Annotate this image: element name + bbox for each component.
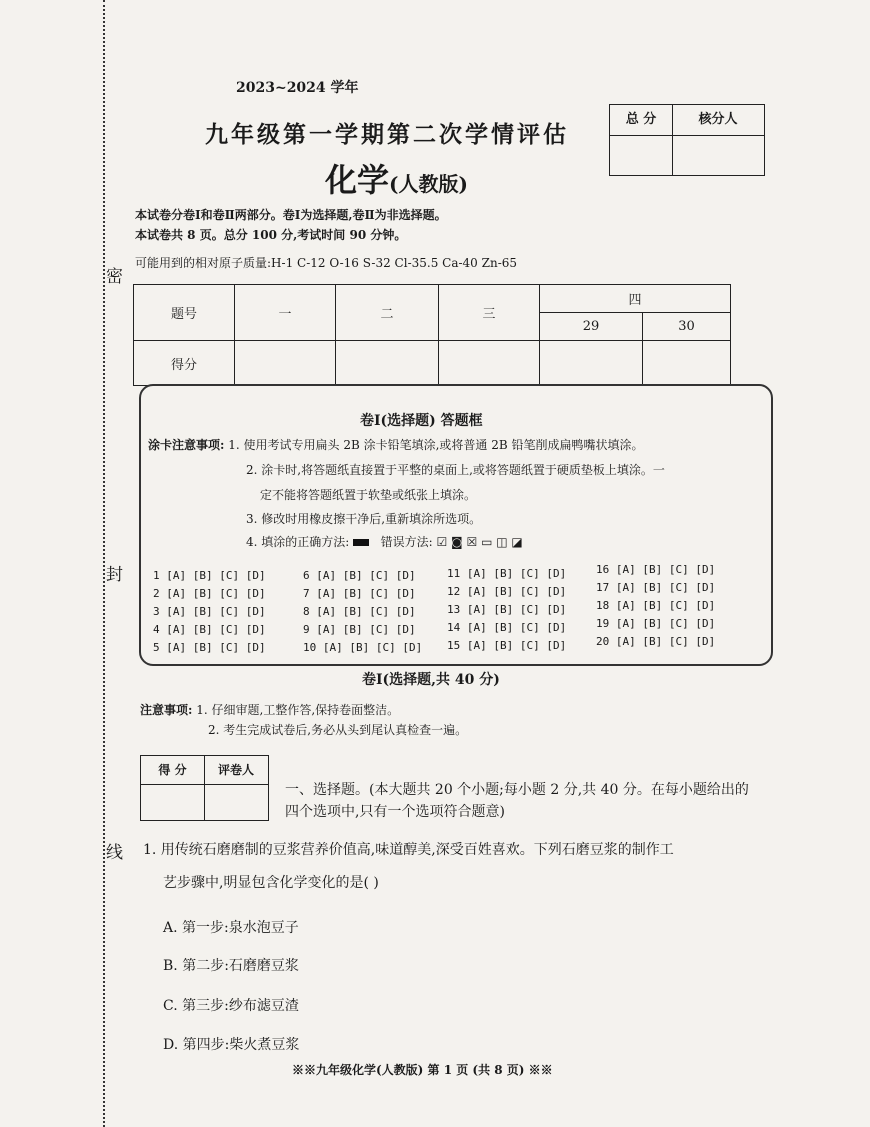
answer-row[interactable]: 15 [A] [B] [C] [D] (447, 639, 567, 652)
fill-notice-2a: 2. 涂卡时,将答题纸直接置于平整的桌面上,或将答题纸置于硬质垫板上填涂。一 (246, 463, 665, 477)
binding-dotted-line (103, 0, 105, 1127)
answer-row[interactable]: 4 [A] [B] [C] [D] (153, 623, 266, 636)
answer-row[interactable]: 8 [A] [B] [C] [D] (303, 605, 416, 618)
answer-col-4 (596, 561, 715, 651)
mini-score-label: 得 分 (141, 756, 204, 785)
fill-notice-text-1: 1. 使用考试专用扁头 2B 涂卡铅笔填涂,或将普通 2B 铅笔削成扁鸭嘴状填涂。 (228, 438, 644, 452)
filled-box-icon (353, 539, 369, 546)
answer-col-3 (447, 565, 566, 655)
total-score-box (609, 104, 765, 176)
answer-row[interactable]: 12 [A] [B] [C] [D] (447, 585, 567, 598)
subject-name: 化学 (325, 161, 390, 199)
part-one-instructions: 一、选择题。(本大题共 20 个小题;每小题 2 分,共 40 分。在每小题给出的四个选项中,只有一个选项符合题意) (285, 782, 749, 820)
total-score-label: 总 分 (610, 105, 672, 136)
answer-row[interactable]: 18 [A] [B] [C] [D] (596, 599, 716, 612)
section-title: 卷Ⅰ(选择题,共 40 分) (362, 672, 500, 688)
question-number-header: 题号 (134, 285, 235, 341)
answer-row[interactable]: 1 [A] [B] [C] [D] (153, 569, 266, 582)
fill-notice-4 (246, 533, 523, 550)
mini-grader-label: 评卷人 (204, 756, 268, 785)
score-table (133, 284, 731, 386)
wrong-marks-icons: ☑ ◙ ☒ ▭ ◫ ◪ (436, 535, 523, 549)
checker-label: 核分人 (672, 105, 764, 136)
answer-row[interactable]: 14 [A] [B] [C] [D] (447, 621, 567, 634)
mini-score-box (140, 755, 269, 821)
score-cell[interactable] (540, 341, 643, 386)
atomic-masses: 可能用到的相对原子质量:H-1 C-12 O-16 S-32 Cl-35.5 Ca-40 Zn-65 (135, 256, 518, 270)
correct-method-label: 4. 填涂的正确方法: (246, 535, 350, 549)
score-row-header: 得分 (134, 341, 235, 386)
fill-notice-label: 涂卡注意事项: (148, 438, 225, 452)
page-footer: ※※九年级化学(人教版) 第 1 页 (共 8 页) ※※ (292, 1063, 553, 1077)
option-d[interactable]: D. 第四步:柴火煮豆浆 (163, 1037, 300, 1053)
intro-line1: 本试卷分卷Ⅰ和卷Ⅱ两部分。卷Ⅰ为选择题,卷Ⅱ为非选择题。 (135, 208, 447, 222)
answer-row[interactable]: 13 [A] [B] [C] [D] (447, 603, 567, 616)
section-note-1 (140, 701, 399, 718)
answer-frame-title: 卷Ⅰ(选择题) 答题框 (360, 413, 483, 429)
side-label-feng: 封 (106, 565, 123, 585)
answer-row[interactable]: 10 [A] [B] [C] [D] (303, 641, 423, 654)
exam-title: 九年级第一学期第二次学情评估 (205, 121, 569, 148)
col-one: 一 (235, 285, 336, 341)
fill-notice-1 (148, 436, 644, 453)
score-cell[interactable] (336, 341, 439, 386)
section-note-label: 注意事项: (140, 703, 193, 717)
answer-row[interactable]: 3 [A] [B] [C] [D] (153, 605, 266, 618)
fill-notice-3: 3. 修改时用橡皮擦干净后,重新填涂所选项。 (246, 512, 482, 526)
score-cell[interactable] (643, 341, 731, 386)
answer-row[interactable]: 20 [A] [B] [C] [D] (596, 635, 716, 648)
col-two: 二 (336, 285, 439, 341)
side-label-mi: 密 (106, 267, 123, 287)
answer-col-2 (303, 567, 422, 657)
answer-row[interactable]: 6 [A] [B] [C] [D] (303, 569, 416, 582)
section-note-2: 2. 考生完成试卷后,务必从头到尾认真检查一遍。 (208, 723, 468, 737)
option-a[interactable]: A. 第一步:泉水泡豆子 (163, 920, 299, 936)
option-b[interactable]: B. 第二步:石磨磨豆浆 (163, 958, 299, 974)
school-year: 2023~2024 学年 (236, 80, 359, 96)
fill-notice-2b: 定不能将答题纸置于软垫或纸张上填涂。 (260, 488, 477, 502)
answer-row[interactable]: 19 [A] [B] [C] [D] (596, 617, 716, 630)
subject-title (325, 155, 468, 201)
answer-row[interactable]: 16 [A] [B] [C] [D] (596, 563, 716, 576)
col-30: 30 (643, 313, 731, 341)
section-note-text-1: 1. 仔细审题,工整作答,保持卷面整洁。 (196, 703, 400, 717)
col-four: 四 (540, 285, 731, 313)
question-1-line1: 1. 用传统石磨磨制的豆浆营养价值高,味道醇美,深受百姓喜欢。下列石磨豆浆的制作工 (143, 842, 674, 858)
answer-row[interactable]: 7 [A] [B] [C] [D] (303, 587, 416, 600)
score-cell[interactable] (439, 341, 540, 386)
edition: (人教版) (389, 172, 468, 196)
intro-line2: 本试卷共 8 页。总分 100 分,考试时间 90 分钟。 (135, 228, 407, 242)
col-three: 三 (439, 285, 540, 341)
question-1-line2: 艺步骤中,明显包含化学变化的是( ) (163, 875, 379, 891)
col-29: 29 (540, 313, 643, 341)
side-label-xian: 线 (106, 843, 123, 863)
answer-row[interactable]: 2 [A] [B] [C] [D] (153, 587, 266, 600)
option-c[interactable]: C. 第三步:纱布滤豆渣 (163, 998, 299, 1014)
answer-row[interactable]: 11 [A] [B] [C] [D] (447, 567, 567, 580)
answer-row[interactable]: 17 [A] [B] [C] [D] (596, 581, 716, 594)
answer-col-1 (153, 567, 266, 657)
answer-row[interactable]: 9 [A] [B] [C] [D] (303, 623, 416, 636)
answer-row[interactable]: 5 [A] [B] [C] [D] (153, 641, 266, 654)
wrong-method-label: 错误方法: (380, 535, 433, 549)
score-cell[interactable] (235, 341, 336, 386)
